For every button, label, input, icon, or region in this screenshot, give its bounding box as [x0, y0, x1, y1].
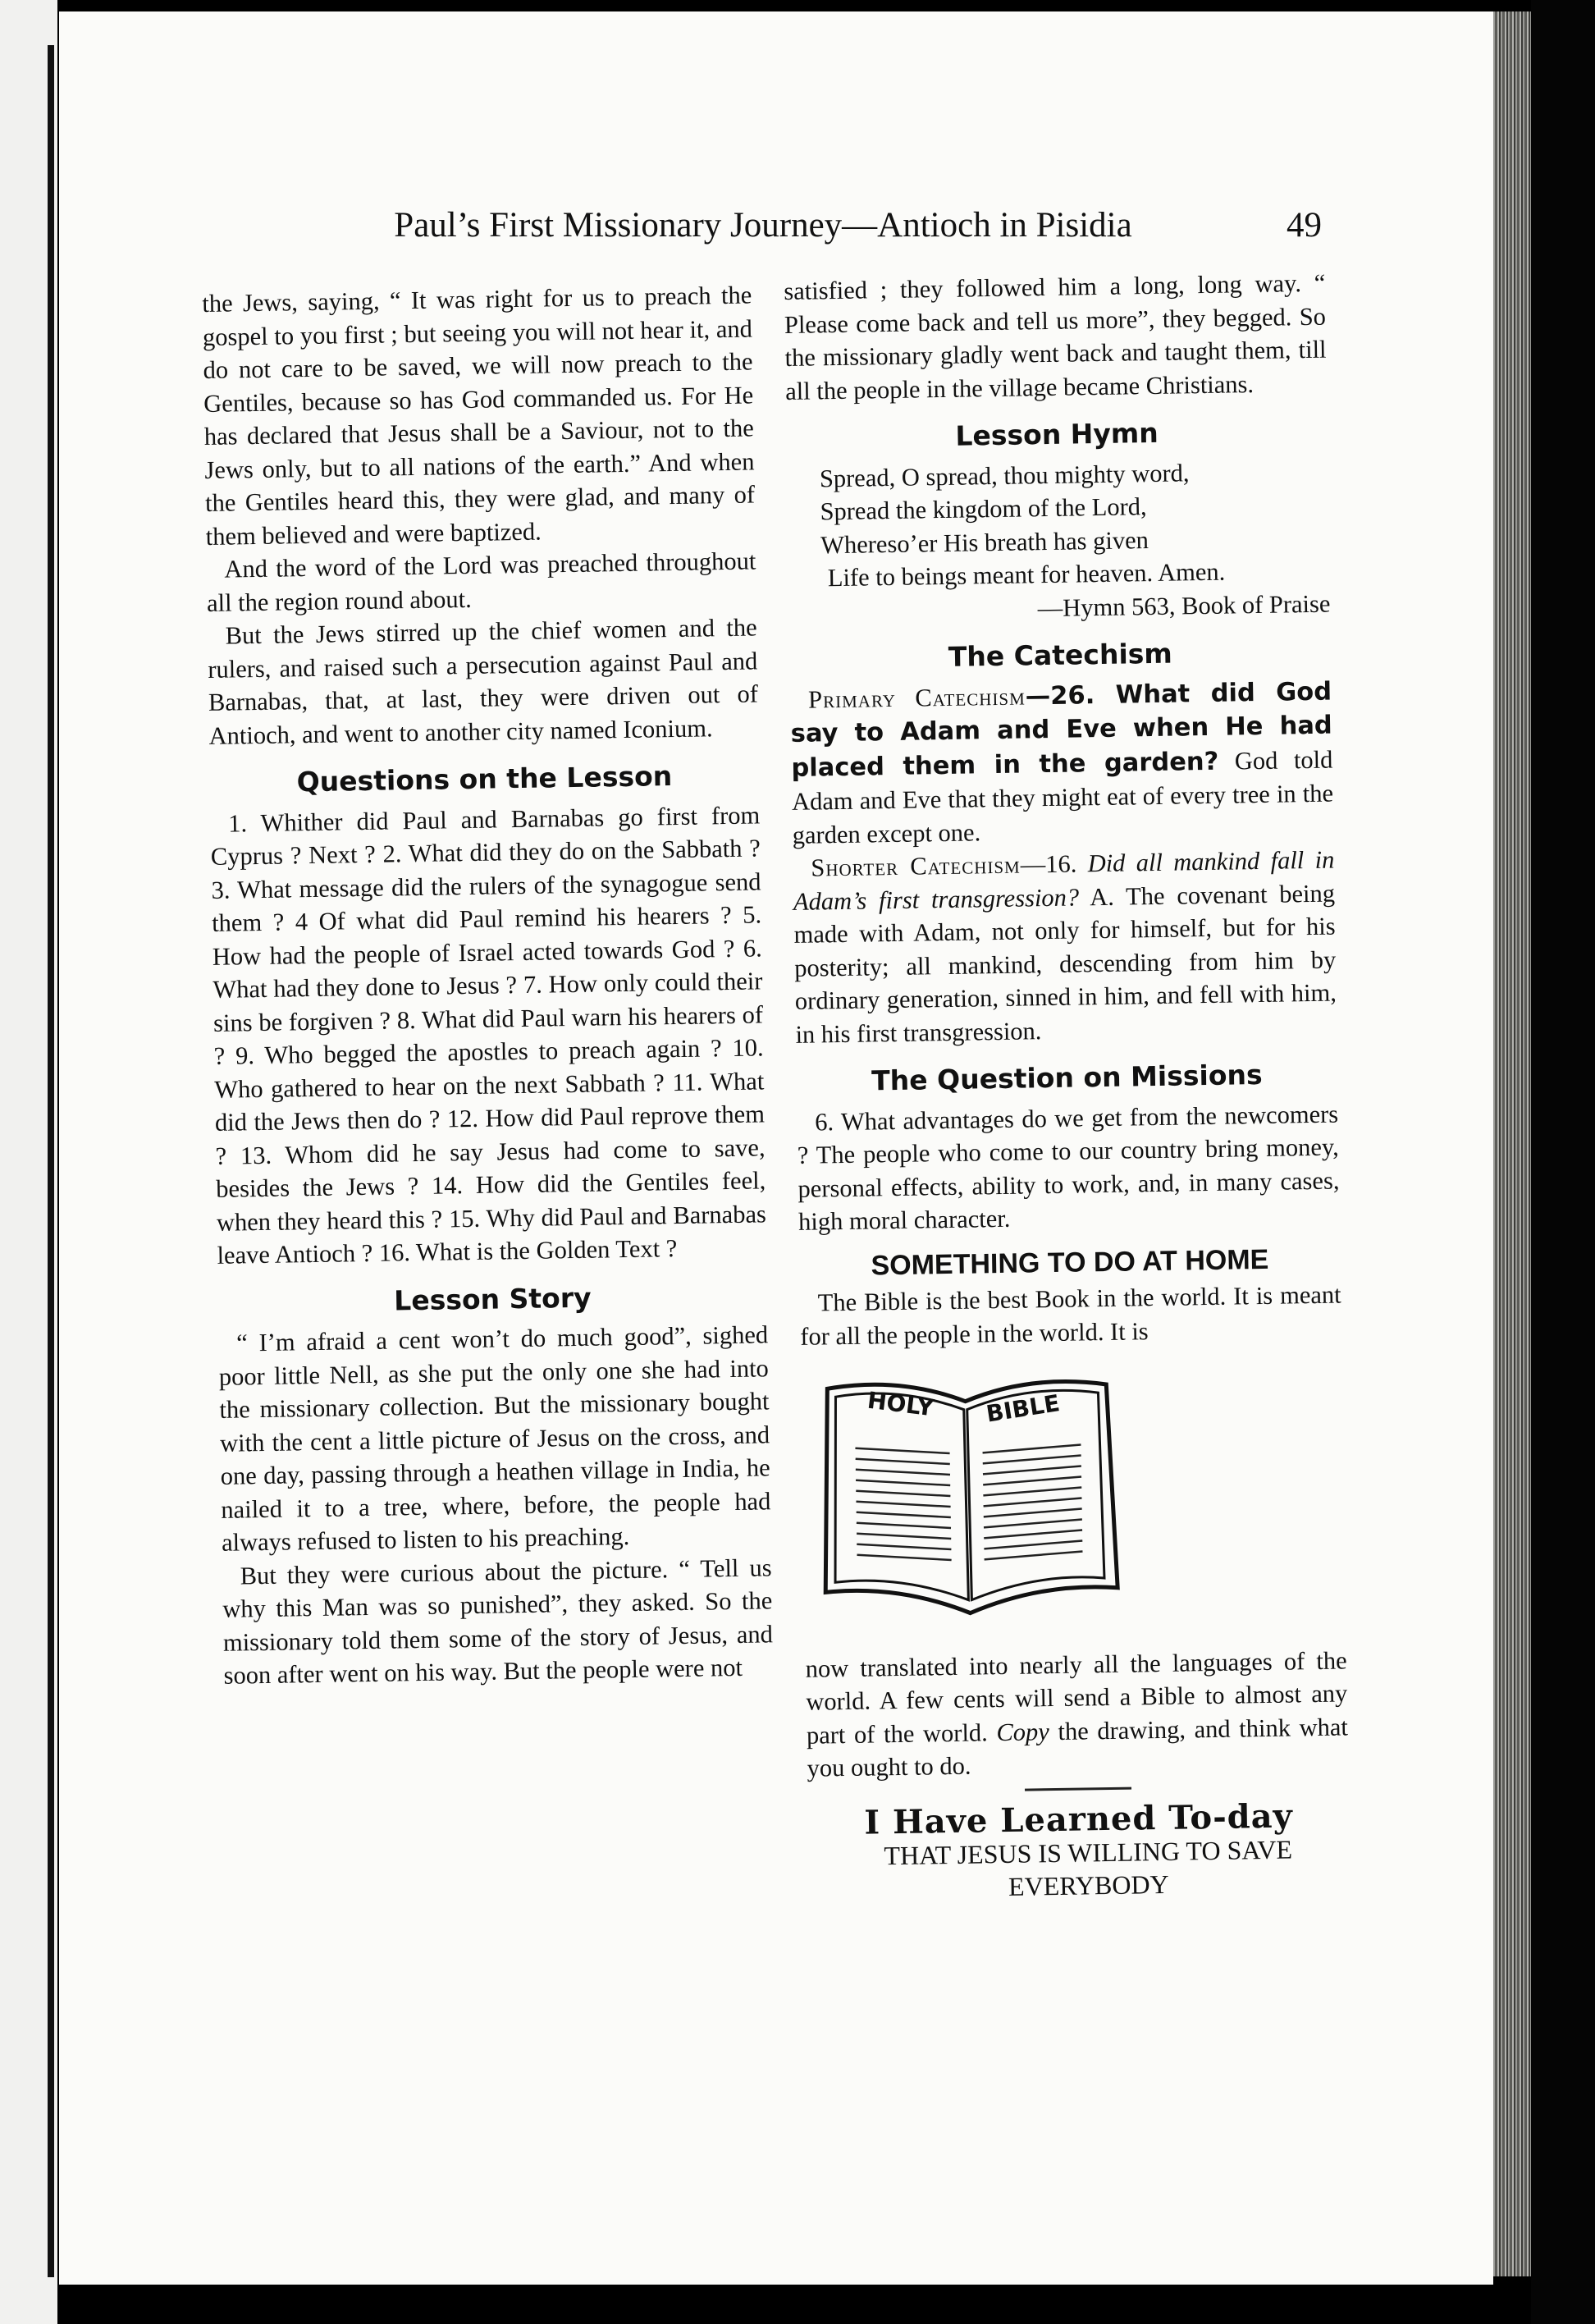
- hymn-line: Life to beings meant for heaven. Amen.: [827, 557, 1226, 592]
- open-bible-drawing: [817, 1366, 1125, 1626]
- missions-heading: The Question on Missions: [871, 1058, 1263, 1097]
- section-rule: [1025, 1786, 1131, 1791]
- shorter-catechism-answer: A. The covenant being made with Adam, not only for himself, but for his posterity; all mankind, descending from him by ordinary generation, sinned in him, and fell with him, in his first transgression.: [793, 879, 1337, 1049]
- hymn-heading: Lesson Hymn: [955, 416, 1159, 452]
- hymn: [820, 454, 1331, 628]
- learned-heading: I Have Learned To-day: [863, 1796, 1294, 1842]
- paragraph: But the Jews stirred up the chief women and the rulers, and raised such a persecution against Paul and Barnabas, that, at last, they were driven out of Antioch, and went to another city named Iconium.: [208, 613, 759, 750]
- left-column: [202, 278, 774, 1692]
- story-heading: Lesson Story: [393, 1281, 592, 1316]
- home-text: the drawing, and think what you ought to do.: [807, 1712, 1349, 1782]
- catechism-heading: The Catechism: [948, 637, 1173, 673]
- primary-catechism-question: —26. What did God say to Adam and Eve when He had placed them in the garden?: [790, 677, 1332, 783]
- hymn-credit: —Hymn 563, Book of Praise: [1037, 589, 1331, 622]
- shorter-catechism-label: Shorter Catechism: [811, 850, 1021, 882]
- missions-text: 6. What advantages do we get from the newcomers ? The people who come to our country bring money, personal effects, ability to work, and, in many cases, high moral character.: [797, 1100, 1340, 1236]
- bible-holy-label: HOLY: [866, 1386, 935, 1422]
- home-paragraph: The Bible is the best Book in the world. It is meant for all the people in the world. It is: [800, 1280, 1341, 1351]
- questions-text: 1. Whither did Paul and Barnabas go first from Cyprus ? Next ? 2. What did they do on the Sabbath ? 3. What message did the rulers of the synagogue send them ? 4 Of what did Paul remind his hearers ? 5. How had the people of Israel acted towards God ? 6. What had they done to Jesus ? 7. How only could their sins be forgiven ? 8. What did Paul warn his hearers of ? 9. Who begged the apostles to preach again ? 10. Who gathered to hear on the next Sabbath ? 11. What did the Jews then do ? 12. How did Paul reprove them ? 13. Whom did he say Jesus had come to save, besides the Jews ? 14. How did the Gentiles feel, when they heard this ? 15. Why did Paul and Barnabas leave Antioch ? 16. What is the Golden Text ?: [210, 800, 767, 1270]
- gutter-shadow: [48, 45, 54, 2277]
- primary-catechism: [790, 675, 1334, 852]
- home-heading: SOMETHING TO DO AT HOME: [871, 1243, 1269, 1281]
- primary-catechism-answer: God told Adam and Eve that they might eat of every tree in the garden except one.: [791, 745, 1334, 849]
- page-number: 49: [1287, 206, 1322, 245]
- right-column: [784, 267, 1350, 1906]
- bible-bible-label: BIBLE: [984, 1389, 1062, 1428]
- primary-catechism-label: Primary Catechism: [807, 681, 1026, 714]
- shorter-catechism-number: —16.: [1020, 849, 1088, 879]
- hymn-line: Spread, O spread, thou mighty word,: [819, 458, 1190, 492]
- page-edges: [1493, 11, 1531, 2276]
- shorter-catechism: [793, 844, 1337, 1051]
- bible-left-text-lines: [855, 1447, 951, 1562]
- copy-emphasis: Copy: [996, 1717, 1050, 1746]
- paragraph-continued: the Jews, saying, “ It was right for us to preach the gospel to you first ; but seeing you will not hear it, and do not care to be saved, we will now preach to the Gentiles, because so has God commanded us. For He has declared that Jesus shall be a Saviour, not to the Jews only, but to all nations of the earth.” And when the Gentiles heard this, they were glad, and many of them believed and were baptized.: [202, 281, 756, 551]
- story-paragraph: But they were curious about the picture. “ Tell us why this Man was so punished”, they asked. So the missionary told them some of the story of Jesus, and soon after went on his way. But the people were not: [222, 1553, 774, 1690]
- running-title: Paul’s First Missionary Journey—Antioch in Pisidia: [394, 206, 1132, 245]
- bible-left-page: [832, 1392, 968, 1602]
- learned-line: EVERYBODY: [1008, 1869, 1169, 1901]
- bible-right-text-lines: [982, 1444, 1082, 1559]
- learned-line: THAT JESUS IS WILLING TO SAVE: [884, 1834, 1293, 1871]
- story-continuation: satisfied ; they followed him a long, long way. “ Please come back and tell us more”, they begged. So the missionary gladly went back and taught them, till all the people in the village became Christians.: [784, 268, 1327, 405]
- home-text: now translated into nearly all the languages of the world. A few cents will send a Bible to almost any part of the world.: [805, 1645, 1348, 1750]
- home-paragraph-continued: [805, 1644, 1348, 1785]
- shorter-catechism-question: Did all mankind fall in Adam’s first transgression?: [793, 845, 1335, 916]
- story-paragraph: “ I’m afraid a cent won’t do much good”, sighed poor little Nell, as she put the only one she had into the missionary collection. But the missionary bought with the cent a little picture of Jesus on the cross, and one day, passing through a heathen village in India, he nailed it to a tree, where, before, the people had always refused to listen to his preaching.: [218, 1320, 771, 1557]
- scan-border: [1531, 0, 1595, 2324]
- hymn-line: Spread the kingdom of the Lord,: [820, 492, 1147, 526]
- paragraph: And the word of the Lord was preached throughout all the region round about.: [206, 547, 756, 617]
- questions-heading: Questions on the Lesson: [296, 760, 673, 798]
- hymn-line: Whereso’er His breath has given: [820, 525, 1149, 559]
